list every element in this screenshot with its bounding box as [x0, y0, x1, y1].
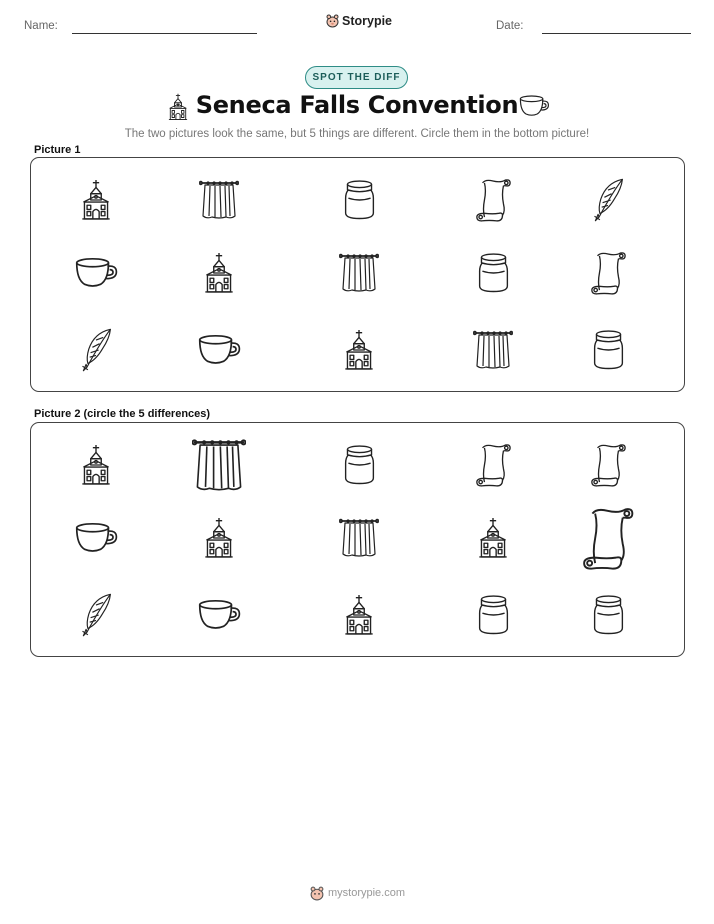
picture-1-label: Picture 1	[34, 144, 81, 156]
scroll-icon[interactable]	[589, 442, 627, 488]
curtain-icon[interactable]	[192, 437, 246, 494]
footer-url[interactable]: mystorypie.com	[328, 887, 406, 899]
church-icon	[80, 179, 112, 221]
brand-name: Storypie	[342, 13, 393, 28]
name-label: Name:	[24, 20, 58, 32]
curtain-icon[interactable]	[339, 517, 379, 559]
church-icon[interactable]	[80, 444, 112, 486]
picture-1-panel	[30, 157, 685, 392]
teacup-icon	[196, 333, 242, 367]
church-icon	[343, 329, 375, 371]
teacup-icon	[73, 256, 119, 290]
storypie-logo-icon	[326, 13, 339, 28]
picture-2-panel[interactable]	[30, 422, 685, 657]
page-title: Seneca Falls Convention	[195, 91, 519, 119]
curtain-icon	[199, 179, 239, 221]
teacup-icon[interactable]	[196, 598, 242, 632]
ink-jar-icon	[475, 252, 512, 294]
storypie-logo-icon	[310, 885, 324, 901]
ink-jar-icon	[341, 179, 378, 221]
quill-icon	[78, 326, 114, 374]
church-icon	[203, 252, 235, 294]
date-label: Date:	[496, 20, 524, 32]
instructions: The two pictures look the same, but 5 things are different. Circle them in the bottom picture!	[124, 128, 590, 140]
brand	[326, 13, 392, 28]
ink-jar-icon	[590, 329, 627, 371]
spot-the-diff-badge: SPOT THE DIFF	[305, 66, 408, 89]
scroll-icon[interactable]	[580, 505, 635, 572]
church-icon[interactable]	[477, 517, 509, 559]
date-line[interactable]	[542, 33, 691, 34]
curtain-icon	[473, 329, 513, 371]
picture-2-label: Picture 2 (circle the 5 differences)	[34, 408, 211, 420]
name-line[interactable]	[72, 33, 257, 34]
ink-jar-icon[interactable]	[341, 444, 378, 486]
scroll-icon	[589, 250, 627, 296]
teacup-icon[interactable]	[73, 521, 119, 555]
scroll-icon[interactable]	[474, 442, 512, 488]
church-icon[interactable]	[343, 594, 375, 636]
ink-jar-icon[interactable]	[590, 594, 627, 636]
church-icon[interactable]	[203, 517, 235, 559]
footer	[310, 885, 405, 901]
quill-icon	[590, 176, 626, 224]
quill-icon[interactable]	[78, 591, 114, 639]
curtain-icon	[339, 252, 379, 294]
teacup-icon	[518, 94, 550, 123]
scroll-icon	[474, 177, 512, 223]
ink-jar-icon[interactable]	[475, 594, 512, 636]
